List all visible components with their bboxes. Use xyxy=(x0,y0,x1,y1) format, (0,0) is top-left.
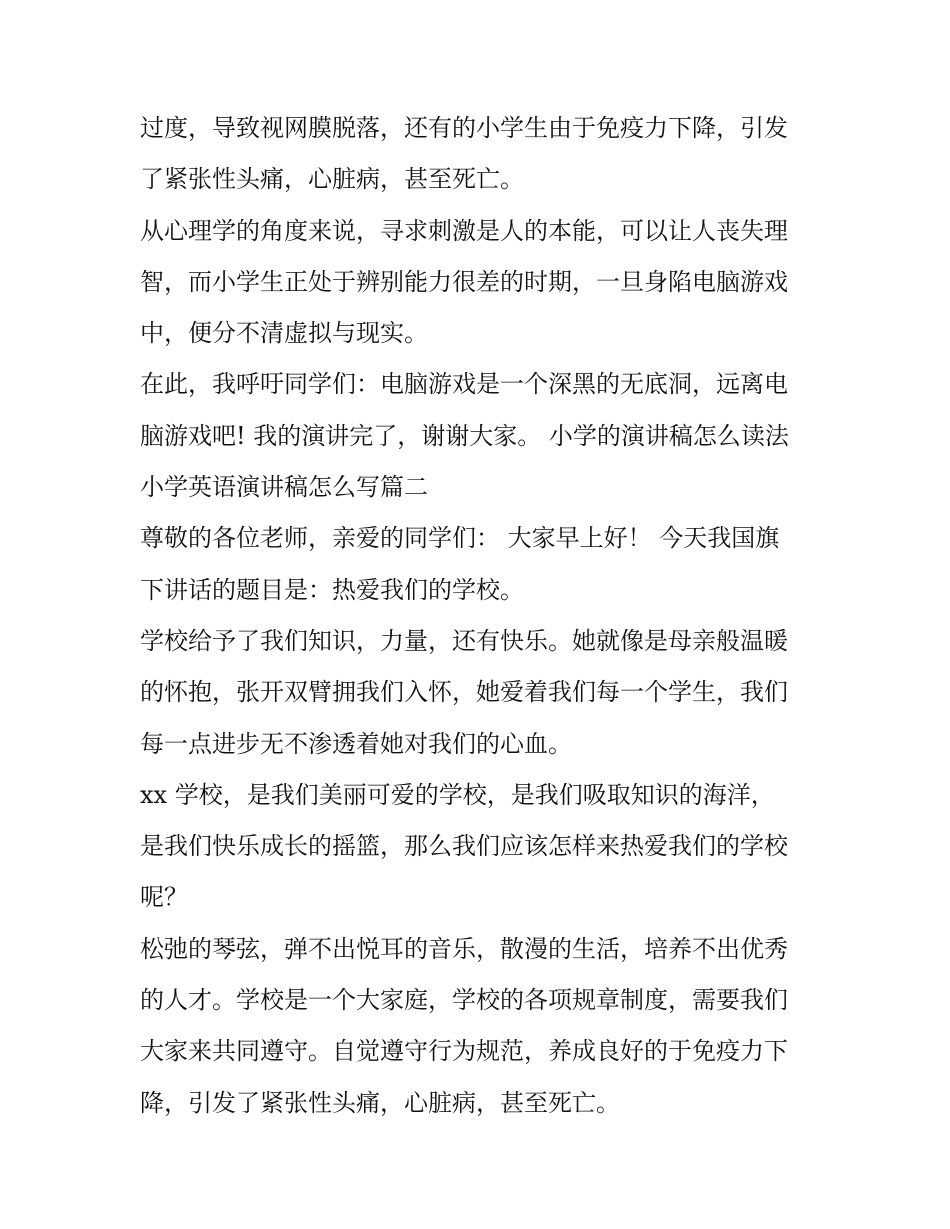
text-line: 是我们快乐成长的摇篮，那么我们应该怎样来热爱我们的学校 xyxy=(140,832,788,861)
text-line: 学校给予了我们知识，力量，还有快乐。她就像是母亲般温暖 xyxy=(140,626,788,655)
text-line: 中，便分不清虚拟与现实。 xyxy=(140,319,428,348)
text-line: 每一点进步无不渗透着她对我们的心血。 xyxy=(140,729,572,758)
text-line: 尊敬的各位老师，亲爱的同学们： 大家早上好！ 今天我国旗 xyxy=(140,524,780,553)
text-line: xx 学校，是我们美丽可爱的学校，是我们吸取知识的海洋， xyxy=(140,780,775,809)
paragraph-psychology xyxy=(140,206,820,360)
paragraph-discipline xyxy=(140,924,820,1129)
text-line: 松弛的琴弦，弹不出悦耳的音乐，散漫的生活，培养不出优秀 xyxy=(140,934,788,963)
text-line: 大家来共同遵守。自觉遵守行为规范，养成良好的于免疫力下 xyxy=(140,1037,788,1066)
text-line: 脑游戏吧! 我的演讲完了，谢谢大家。 小学的演讲稿怎么读法 xyxy=(140,421,789,450)
text-line: 的人才。学校是一个大家庭，学校的各项规章制度，需要我们 xyxy=(140,986,788,1015)
text-line: 降，引发了紧张性头痛，心脏病，甚至死亡。 xyxy=(140,1088,620,1117)
text-line: 从心理学的角度来说，寻求刺激是人的本能，可以让人丧失理 xyxy=(140,216,788,245)
text-line: 在此，我呼吁同学们：电脑游戏是一个深黑的无底洞，远离电 xyxy=(140,370,788,399)
text-line: 智，而小学生正处于辨别能力很差的时期，一旦身陷电脑游戏 xyxy=(140,267,788,296)
text-line: 呢？ xyxy=(140,883,188,912)
text-line: 下讲话的题目是：热爱我们的学校。 xyxy=(140,575,524,604)
document-body xyxy=(140,103,820,1129)
text-line: 过度，导致视网膜脱落，还有的小学生由于免疫力下降，引发 xyxy=(140,114,788,142)
text-line: 小学英语演讲稿怎么写篇二 xyxy=(140,473,428,502)
paragraph-greeting xyxy=(140,513,820,616)
section-heading xyxy=(140,462,820,513)
paragraph-school-gifts xyxy=(140,616,820,770)
paragraph-appeal xyxy=(140,359,820,462)
text-line: 的怀抱，张开双臂拥我们入怀，她爱着我们每一个学生，我们 xyxy=(140,678,788,707)
paragraph-school-praise xyxy=(140,770,820,924)
paragraph-health-effects xyxy=(140,103,820,206)
text-line: 了紧张性头痛，心脏病，甚至死亡。 xyxy=(140,165,524,194)
